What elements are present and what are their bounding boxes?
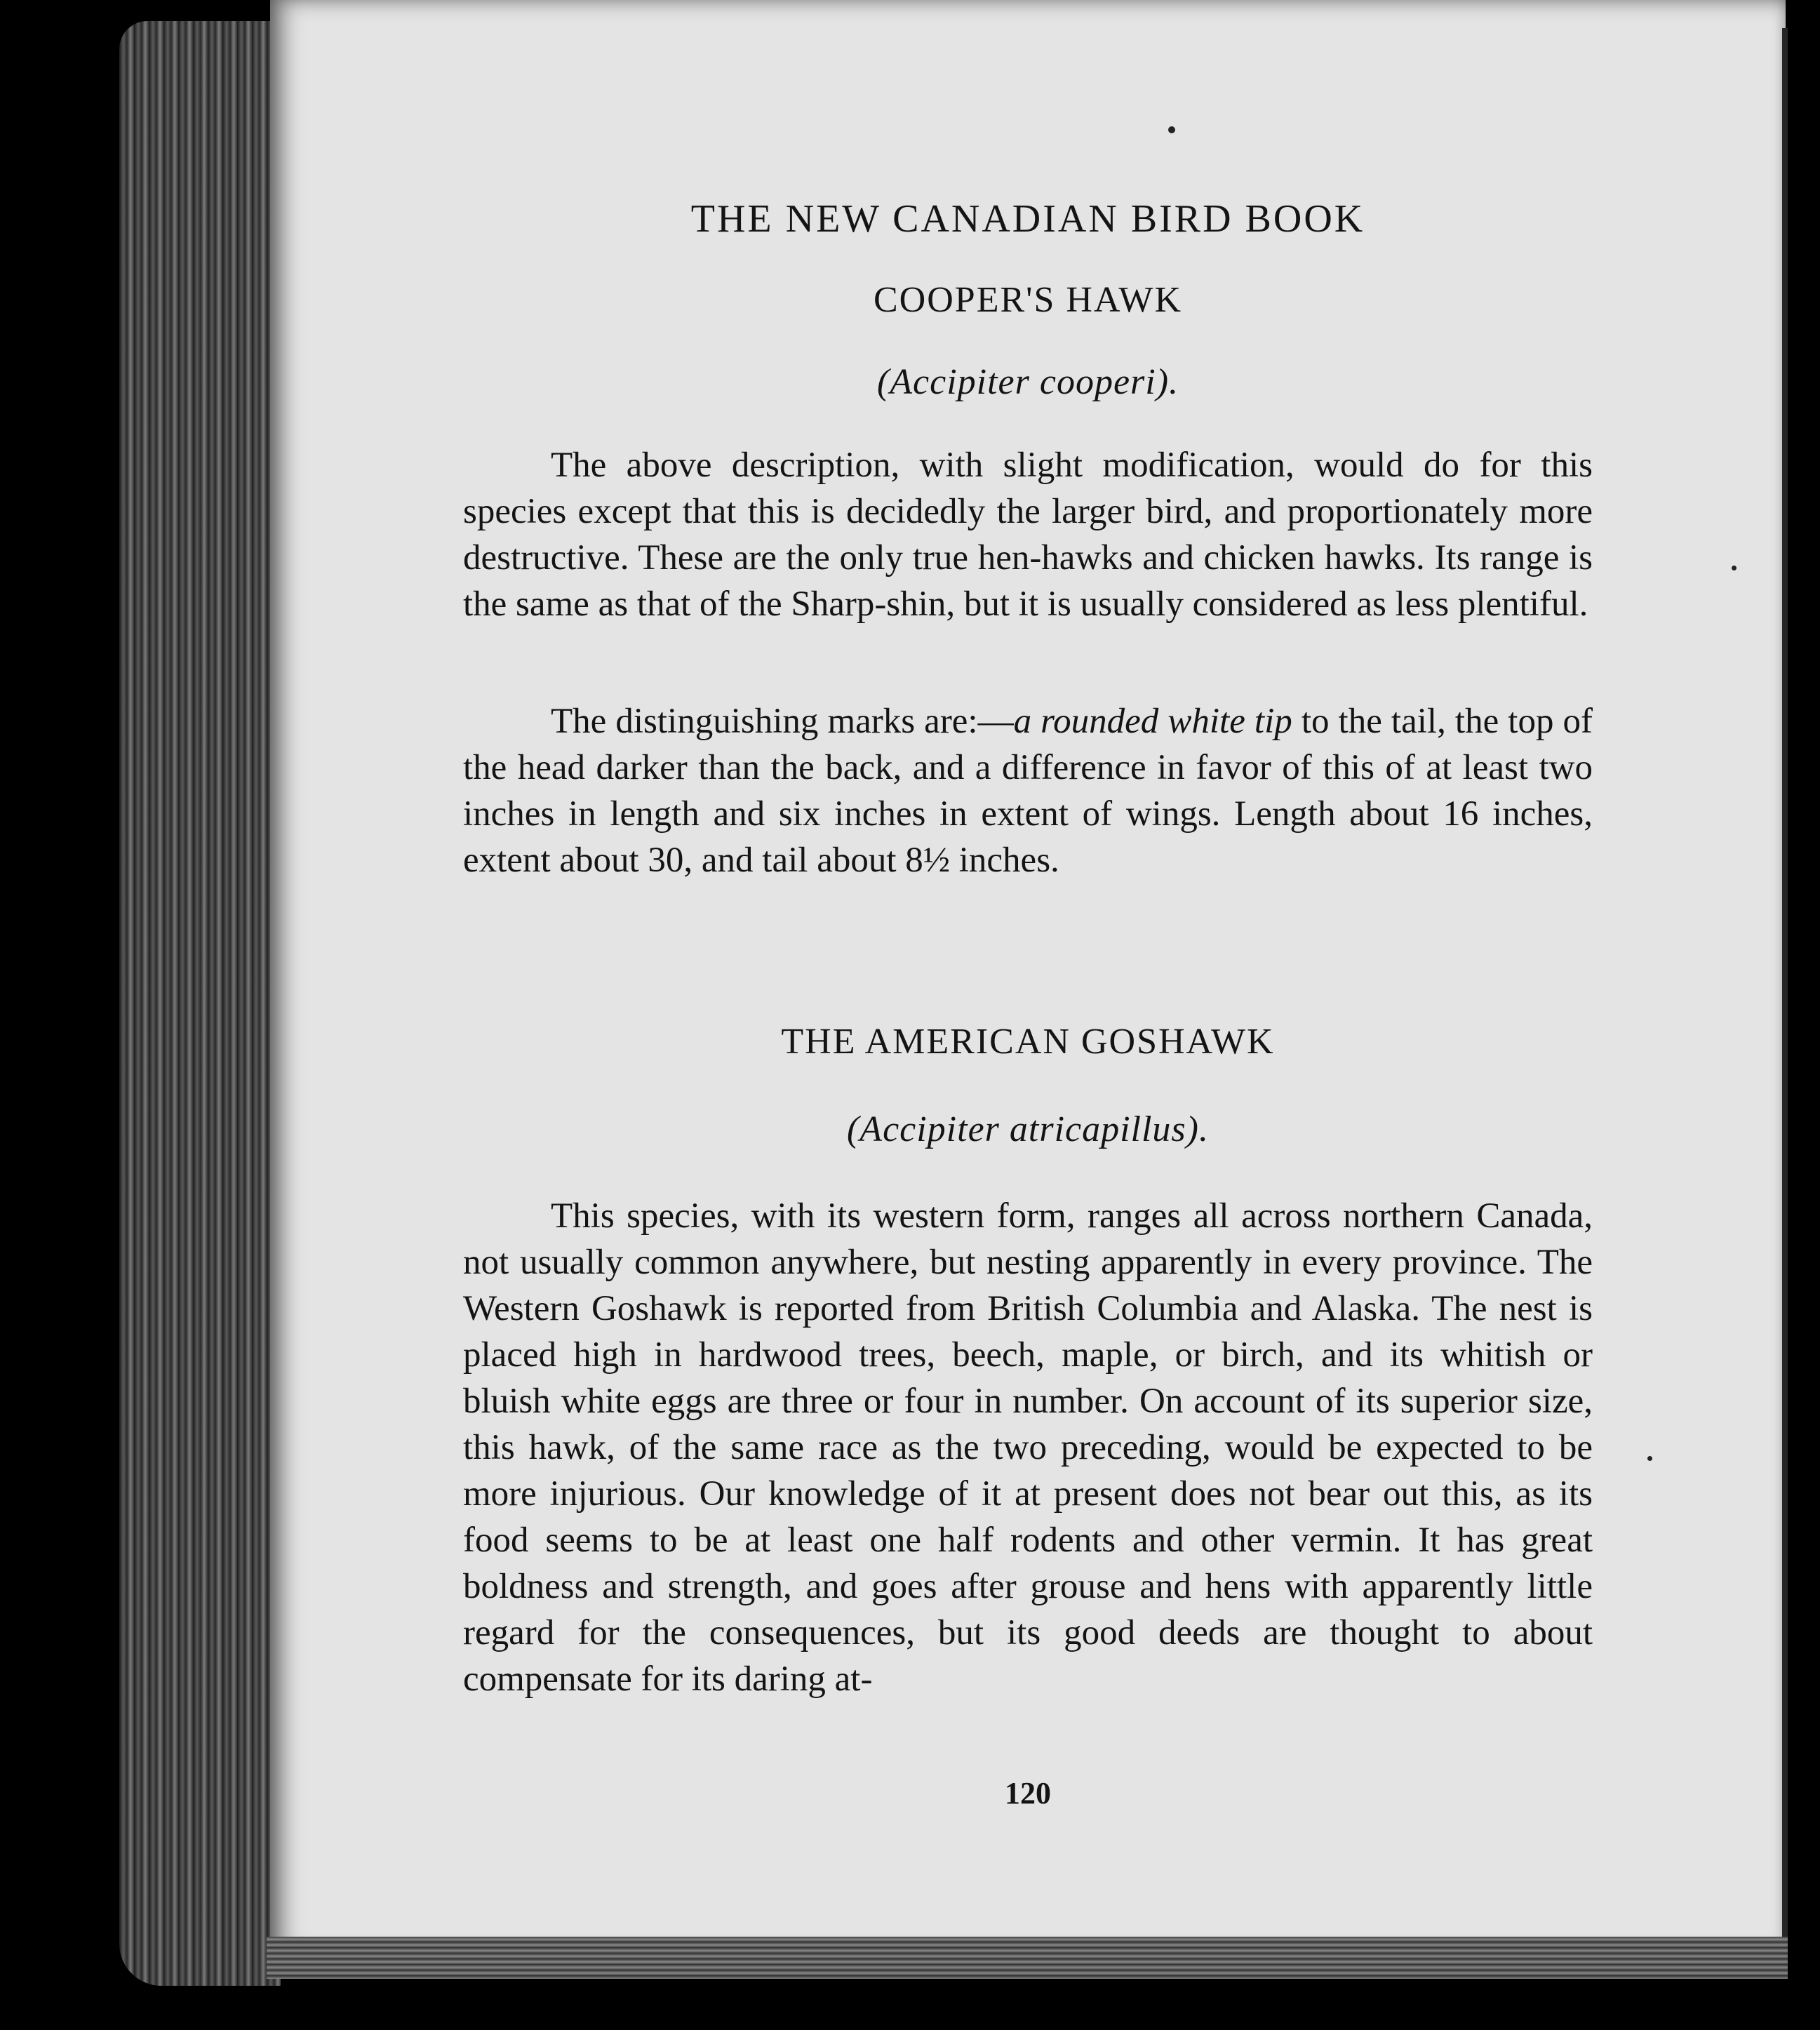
paragraph-goshawk-1: This species, with its western form, ranges all across northern Canada, not usually common anywhere, but nesting apparently in every province. The Western Goshawk is reported from British Columbia and Alaska. The nest is placed high in hardwood trees, beech, maple, or birch, and its whitish or bluish white eggs are three or four in number. On account of its superior size, this hawk, of the same race as the two preceding, would be expected to be more injurious. Our knowledge of it at present does not bear out this, as its food seems to be at least one half rodents and other vermin. It has great boldness and strength, and goes after grouse and hens with apparently little regard for the consequences, but its good deeds are thought to about compensate for its daring at- bbox=[463, 1196, 1593, 1699]
right-dark-margin bbox=[1788, 0, 1820, 2030]
paragraph-coopers-1: The above description, with slight modification, would do for this species except that this is decidedly the larger bird, and proportionately more destructive. These are the only true hen-hawks and chicken hawks. Its range is the same as that of the Sharp-shin, but it is usually considered as less plentiful. bbox=[463, 446, 1593, 624]
paragraph-coopers-2-italic: a rounded white tip bbox=[1013, 702, 1292, 741]
paragraph-coopers-2 bbox=[463, 698, 1593, 883]
page-number: 120 bbox=[1005, 1776, 1051, 1810]
paragraph-coopers-2-end: to the tail, the top of the head darker than the back, and a difference in favor of this of at least two inches in length and six inches in extent of wings. Length about 16 inches, extent about 30, and tail about 8½ inches. bbox=[463, 702, 1593, 880]
latin-name-american-goshawk: (Accipiter atricapillus). bbox=[846, 1109, 1209, 1149]
running-head: THE NEW CANADIAN BIRD BOOK bbox=[690, 197, 1365, 241]
section-title-american-goshawk: THE AMERICAN GOSHAWK bbox=[781, 1022, 1275, 1062]
speck-right-2 bbox=[1647, 1456, 1652, 1461]
speck-top bbox=[1168, 126, 1175, 133]
latin-name-coopers-hawk: (Accipiter cooperi). bbox=[876, 362, 1179, 402]
section-title-coopers-hawk: COOPER'S HAWK bbox=[873, 280, 1183, 320]
speck-right-1 bbox=[1732, 566, 1737, 570]
page-bottom-edge bbox=[267, 1937, 1796, 1979]
paragraph-coopers-2-start: The distinguishing marks are:— bbox=[551, 702, 1014, 741]
book-page-stack bbox=[119, 21, 281, 1986]
right-page-edge bbox=[1782, 28, 1788, 1937]
